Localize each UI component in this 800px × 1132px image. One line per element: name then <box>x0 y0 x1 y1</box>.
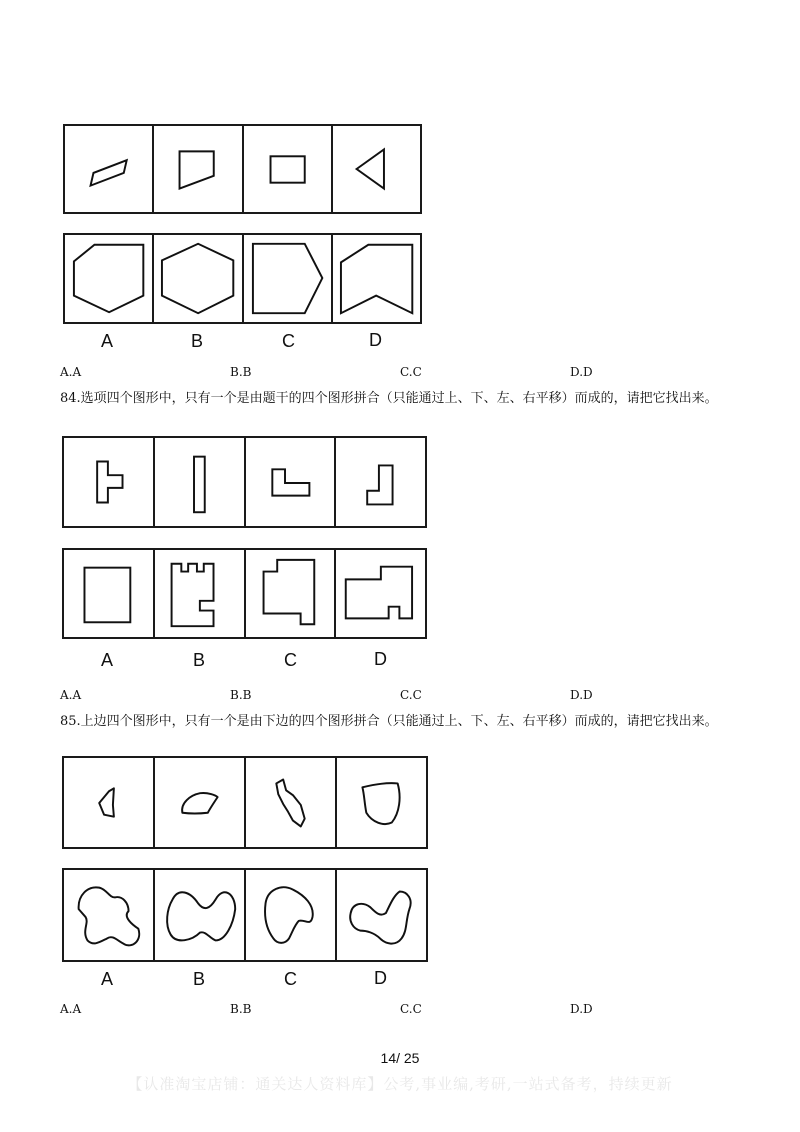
q85-stem-cell-2 <box>155 758 246 847</box>
q85-stem-cell-1 <box>64 758 155 847</box>
q83-label-b: B <box>191 331 204 351</box>
q84-question-text: 84.选项四个图形中，只有一个是由题干的四个图形拼合（只能通过上、下、左、右平移）而成的，请把它找出来。 <box>60 391 718 406</box>
q85-option-d[interactable]: D.D <box>570 1002 593 1016</box>
q85-option-c-figure <box>246 870 337 960</box>
q84-option-b-figure <box>155 550 246 637</box>
q83-stem-grid <box>63 124 422 214</box>
q85-stem-cell-3 <box>246 758 337 847</box>
q85-option-a-figure <box>64 870 155 960</box>
q83-stem-cell-3 <box>244 126 333 212</box>
q84-option-d[interactable]: D.D <box>570 688 593 702</box>
q85-label-a: A <box>101 969 114 989</box>
q84-label-c: C <box>284 650 297 670</box>
q84-option-a[interactable]: A.A <box>60 688 82 702</box>
q83-option-d[interactable]: D.D <box>570 365 593 379</box>
q85-label-c: C <box>284 969 297 989</box>
q84-stem-cell-1 <box>64 438 155 526</box>
q83-option-a-figure <box>65 235 154 322</box>
q85-option-b-figure <box>155 870 246 960</box>
q85-option-c[interactable]: C.C <box>400 1002 422 1016</box>
q85-label-d: D <box>374 968 387 988</box>
q83-option-b-figure <box>154 235 243 322</box>
q83-label-a: A <box>101 331 114 351</box>
page-number: 14/ 25 <box>380 1050 420 1066</box>
q85-option-b[interactable]: B.B <box>230 1002 252 1016</box>
q83-option-d-figure <box>333 235 420 322</box>
q83-stem-cell-4 <box>333 126 420 212</box>
q85-option-d-figure <box>337 870 426 960</box>
q85-stem-grid <box>62 756 428 849</box>
q84-stem-cell-3 <box>246 438 337 526</box>
q84-option-a-figure <box>64 550 155 637</box>
q83-label-d: D <box>369 330 382 350</box>
q84-label-d: D <box>374 649 387 669</box>
q84-label-b: B <box>193 650 206 670</box>
q84-option-c-figure <box>246 550 337 637</box>
q83-stem-cell-1 <box>65 126 154 212</box>
q85-stem-cell-4 <box>337 758 426 847</box>
q83-options-grid <box>63 233 422 324</box>
q84-option-c[interactable]: C.C <box>400 688 422 702</box>
q84-options-grid <box>62 548 427 639</box>
q83-option-c-figure <box>244 235 333 322</box>
q85-option-a[interactable]: A.A <box>60 1002 82 1016</box>
q83-option-c[interactable]: C.C <box>400 365 422 379</box>
q84-option-b[interactable]: B.B <box>230 688 252 702</box>
q83-option-b[interactable]: B.B <box>230 365 252 379</box>
q84-option-d-figure <box>336 550 425 637</box>
q85-options-grid <box>62 868 428 962</box>
q85-label-b: B <box>193 969 206 989</box>
q84-stem-grid <box>62 436 427 528</box>
watermark-footer: 【认准淘宝店铺：通关达人资料库】公考,事业编,考研,一站式备考，持续更新 <box>127 1075 673 1093</box>
q84-label-a: A <box>101 650 114 670</box>
q83-label-c: C <box>282 331 295 351</box>
q83-stem-cell-2 <box>154 126 243 212</box>
q84-stem-cell-4 <box>336 438 425 526</box>
q83-option-a[interactable]: A.A <box>60 365 82 379</box>
q84-stem-cell-2 <box>155 438 246 526</box>
q85-question-text: 85.上边四个图形中，只有一个是由下边的四个图形拼合（只能通过上、下、左、右平移）而成的，请把它找出来。 <box>60 714 718 729</box>
